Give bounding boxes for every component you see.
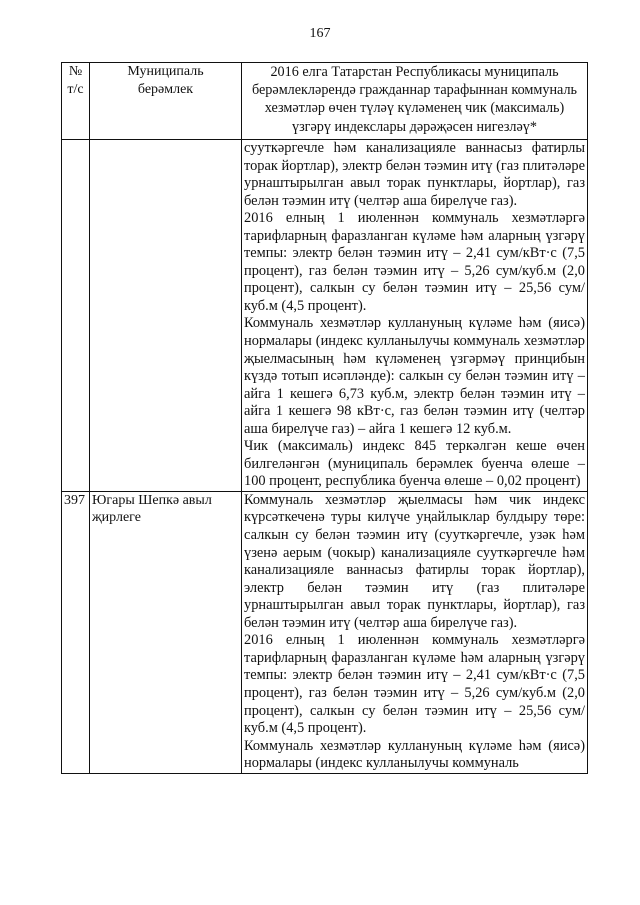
description-paragraph: Коммуналь хезмәтләр җыелмасы һәм чик индекс күрсәткеченә туры килүче уңайлыклар булдыру төре: салкын су белән тәэмин итү (сууткәргечле, узәк һәм үзенә аерым (чокыр) канализацияле сууткәргечле һәм канализацияле ваннасыз фатирлы торак йортлар), электр белән тәэмин итү (газ плитәләре урнаштырылган авыл торак пунктлары, йортлар), газ белән тәэмин итү (челтәр аша бирелүче газ). <box>244 491 585 631</box>
description-paragraph: Коммуналь хезмәтләр куллануның күләме һәм (яисә) нормалары (индекс кулланылучы коммуналь хезмәтләр җыелмасының һәм күләменең үзгәрмәү принцибын күздә тотып исәпләнде): салкын су белән тәэмин итү – айга 1 кешегә 6,73 куб.м, электр белән тәэмин итү – айга 1 кешегә 98 кВт·с, газ белән тәэмин итү (челтәр аша бирелүче газ) – айга 1 кешегә 12 куб.м. <box>244 315 585 437</box>
row-number: 397 <box>62 491 90 773</box>
header-description: 2016 елга Татарстан Республикасы муниципаль берәмлекләрендә гражданнар тарафыннан коммуналь хезмәтләр өчен түләү күләменең чик (максималь) үзгәрү индекслары дәрәҗәсен нигезләү* <box>242 63 588 140</box>
description-paragraph: 2016 елның 1 июленнән коммуналь хезмәтләргә тарифларның фаразланган күләме һәм аларның үзгәрү темпы: электр белән тәэмин итү – 2,41 сум/кВт·с (7,5 процент), газ белән тәэмин итү – 5,26 сум/куб.м (2,0 процент), салкын су белән тәэмин итү – 25,56 сум/куб.м (4,5 процент). <box>244 632 585 737</box>
page-number: 167 <box>309 26 331 41</box>
table-row <box>62 491 588 773</box>
row-number <box>62 140 90 492</box>
municipality-name: Югары Шепкә авыл җирлеге <box>90 491 242 773</box>
header-municipality: Муниципаль берәмлек <box>90 63 242 140</box>
description-paragraph: 2016 елның 1 июленнән коммуналь хезмәтләргә тарифларның фаразланган күләме һәм аларның үзгәрү темпы: электр белән тәэмин итү – 2,41 сум/кВт·с (7,5 процент), газ белән тәэмин итү – 5,26 сум/куб.м (2,0 процент), салкын су белән тәэмин итү – 25,56 сум/куб.м (4,5 процент). <box>244 210 585 314</box>
description-paragraph: сууткәргечле һәм канализацияле ваннасыз фатирлы торак йортлар), электр белән тәэмин итү (газ плитәләре урнаштырылган авыл торак пунктлары, йортлар), газ белән тәэмин итү (челтәр аша бирелүче газ). <box>244 140 585 209</box>
tariff-table <box>61 62 588 774</box>
description-cell <box>242 491 588 773</box>
description-cell <box>242 140 588 492</box>
description-paragraph: Коммуналь хезмәтләр куллануның күләме һәм (яисә) нормалары (индекс кулланылучы коммуналь <box>244 737 585 772</box>
table-row <box>62 140 588 492</box>
municipality-name <box>90 140 242 492</box>
description-paragraph: Чик (максималь) индекс 845 теркәлгән кеше өчен билгеләнгән (муниципаль берәмлек буенча өлеше – 100 процент, республика буенча өлеше – 0,02 процент) <box>244 438 585 490</box>
header-number: № т/с <box>62 63 90 140</box>
table-header-row <box>62 63 588 140</box>
